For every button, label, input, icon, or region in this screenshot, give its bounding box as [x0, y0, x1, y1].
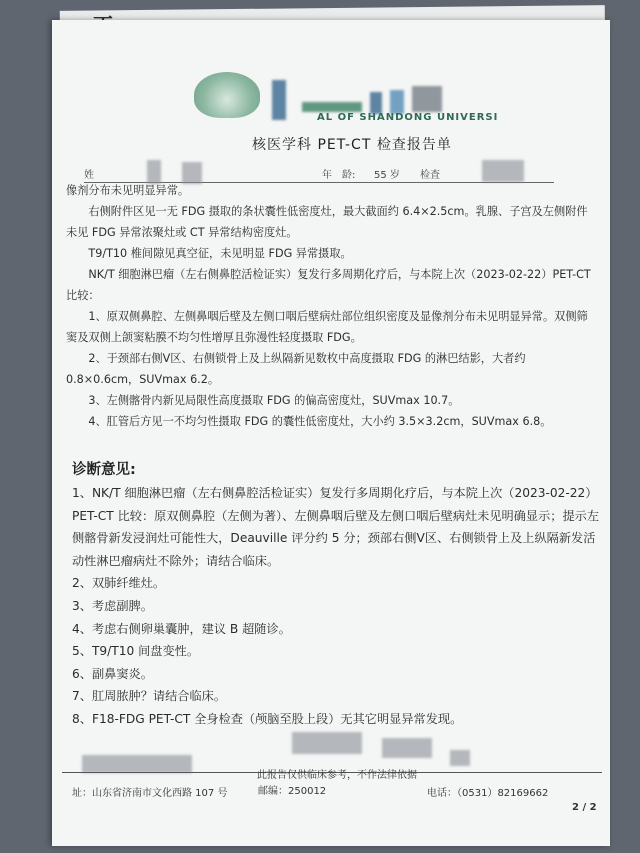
findings-paragraph: 3、左侧髂骨内新见局限性高度摄取 FDG 的偏高密度灶，SUVmax 10.7。: [66, 394, 460, 407]
findings-paragraph: 4、肛管后方见一不均匀性摄取 FDG 的囊性低密度灶，大小约 3.5×3.2cm，SUVmax 6.8。: [66, 415, 552, 428]
diagnosis-item: 2、双肺纤维灶。: [72, 576, 166, 591]
report-title: 核医学科 PET-CT 检查报告单: [252, 137, 452, 153]
findings-paragraph: 右侧附件区见一无 FDG 摄取的条状囊性低密度灶，最大截面约 6.4×2.5cm。乳腺、子宫及左侧附件未见 FDG 异常浓聚灶或 CT 异常结构密度灶。: [66, 205, 588, 239]
report-page: [52, 20, 610, 846]
findings-paragraph: 1、原双侧鼻腔、左侧鼻咽后壁及左侧口咽后壁病灶部位组织密度及显像剂分布未见明显异常。双侧筛窦及双侧上颌窦粘膜不均匀性增厚且弥漫性轻度摄取 FDG。: [66, 310, 588, 344]
hospital-logo: [194, 72, 260, 118]
hospital-name: AL OF SHANDONG UNIVERSI: [317, 112, 499, 123]
diagnosis-item: 6、副鼻窦炎。: [72, 666, 153, 681]
footer-phone: 电话：（0531）82169662: [427, 788, 549, 799]
redaction: [412, 86, 442, 112]
page-number: 2 / 2: [572, 802, 597, 813]
findings-paragraph: T9/T10 椎间隙见真空征，未见明显 FDG 异常摄取。: [66, 247, 352, 260]
findings-text: [66, 180, 596, 432]
diagnosis-item: 8、F18-FDG PET-CT 全身检查（颅脑至股上段）无其它明显异常发现。: [72, 711, 463, 726]
findings-paragraph: NK/T 细胞淋巴瘤（左右侧鼻腔活检证实）复发行多周期化疗后，与本院上次（2023-02-22）PET-CT 比较：: [66, 268, 591, 302]
age-value: 55 岁: [374, 170, 400, 181]
findings-paragraph: 2、于颈部右侧Ⅴ区、右侧锁骨上及上纵隔新见数枚中高度摄取 FDG 的淋巴结影，大者约 0.8×0.6cm，SUVmax 6.2。: [66, 352, 526, 386]
footer-address: 址：山东省济南市文化西路 107 号: [72, 788, 228, 799]
footer-disclaimer: 此报告仅供临床参考，不作法律依据: [257, 770, 417, 781]
redaction: [272, 80, 286, 120]
diagnosis-list: [72, 482, 602, 731]
findings-paragraph: 像剂分布未见明显异常。: [66, 184, 190, 197]
diagnosis-item: 1、NK/T 细胞淋巴瘤（左右侧鼻腔活检证实）复发行多周期化疗后，与本院上次（2023-02-22）PET-CT 比较：原双侧鼻腔（左侧为著）、左侧鼻咽后壁及左侧口咽后壁病灶未见明确显示；提示左侧髂骨新发浸润灶可能性大，Deauville 评分约 5 分；颈部右侧Ⅴ区、右侧锁骨上及上纵隔新发活动性淋巴瘤病灶不除外；请结合临床。: [72, 486, 600, 568]
redaction: [382, 738, 432, 758]
diagnosis-item: 3、考虑副脾。: [72, 598, 153, 613]
redaction: [370, 92, 382, 114]
redaction: [482, 160, 524, 182]
age-label: 年 龄:: [322, 170, 356, 181]
exam-label: 检査: [420, 170, 440, 181]
diagnosis-item: 5、T9/T10 间盘变性。: [72, 644, 200, 659]
redaction: [82, 755, 192, 773]
redaction: [292, 732, 362, 754]
name-label: 姓: [84, 170, 94, 181]
redaction: [302, 102, 362, 112]
diagnosis-title: 诊断意见:: [72, 462, 136, 478]
redaction: [390, 90, 404, 114]
footer-postcode: 邮编：250012: [258, 786, 327, 797]
diagnosis-item: 4、考虑右侧卵巢囊肿，建议 B 超随诊。: [72, 621, 291, 636]
diagnosis-item: 7、肛周脓肿？请结合临床。: [72, 689, 227, 704]
redaction: [450, 750, 470, 766]
